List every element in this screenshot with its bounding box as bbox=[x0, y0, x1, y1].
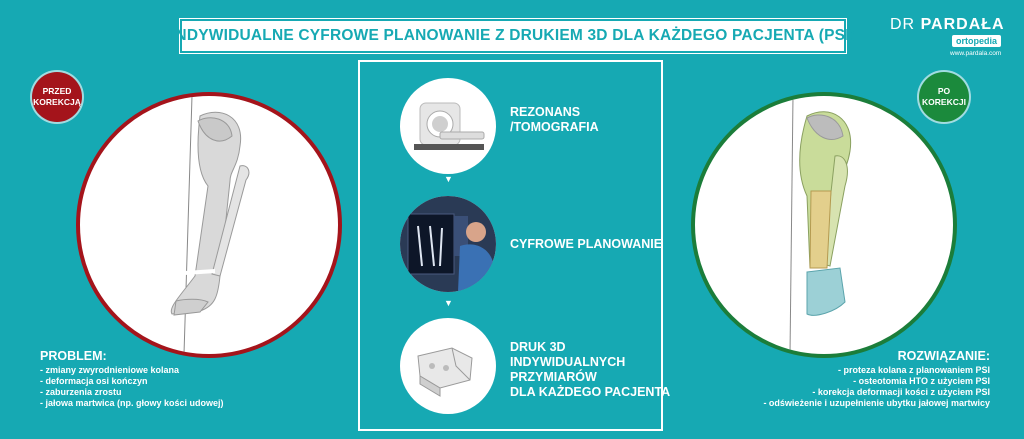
list-item: - zaburzenia zrostu bbox=[40, 387, 122, 397]
problem-list bbox=[40, 365, 224, 409]
list-item: - korekcja deformacji kości z użyciem PSI bbox=[812, 387, 990, 397]
step-scan-image bbox=[400, 78, 496, 174]
list-item: - jałowa martwica (np. głowy kości udowej) bbox=[40, 398, 224, 408]
leg-bones-after-icon bbox=[695, 96, 953, 354]
after-correction-image bbox=[691, 92, 957, 358]
problem-heading: PROBLEM: bbox=[40, 349, 107, 363]
digital-planning-icon bbox=[400, 196, 496, 292]
list-item: - osteotomia HTO z użyciem PSI bbox=[853, 376, 990, 386]
brand-url[interactable]: www.pardala.com bbox=[950, 50, 1002, 57]
brand-logo[interactable] bbox=[890, 16, 1014, 57]
step-print-label: DRUK 3D INDYWIDUALNYCH PRZYMIARÓW DLA KAŻDEGO PACJENTA bbox=[510, 340, 671, 399]
printed-guide-icon bbox=[400, 318, 496, 414]
list-item: - odświeżenie i uzupełnienie ubytku jałowej martwicy bbox=[763, 398, 990, 408]
solution-section bbox=[763, 351, 990, 409]
step-print-image bbox=[400, 318, 496, 414]
solution-list bbox=[763, 365, 990, 409]
brand-name-prefix: DR bbox=[890, 16, 921, 33]
step-planning-label: CYFROWE PLANOWANIE bbox=[510, 237, 663, 251]
page-title: INDYWIDUALNE CYFROWE PLANOWANIE Z DRUKIEM 3D DLA KAŻDEGO PACJENTA (PSI) bbox=[170, 27, 856, 44]
step-scan-label: REZONANS /TOMOGRAFIA bbox=[510, 105, 599, 134]
list-item: - proteza kolana z planowaniem PSI bbox=[837, 365, 990, 375]
solution-heading: ROZWIĄZANIE: bbox=[897, 349, 990, 363]
main-title-banner bbox=[170, 19, 856, 53]
before-correction-badge: PRZED KOREKCJĄ bbox=[32, 72, 82, 122]
brand-sub-label: ortopedia bbox=[952, 35, 1001, 47]
leg-bones-before-icon bbox=[80, 96, 338, 354]
before-correction-image bbox=[76, 92, 342, 358]
step-planning-image bbox=[400, 196, 496, 292]
list-item: - zmiany zwyrodnieniowe kolana bbox=[40, 365, 180, 375]
brand-name-bold: PARDAŁA bbox=[920, 16, 1005, 33]
problem-section bbox=[40, 351, 224, 409]
after-correction-badge: PO KOREKCJI bbox=[919, 72, 969, 122]
arrow-down-icon: ▼ bbox=[444, 174, 453, 184]
process-steps-panel bbox=[358, 60, 671, 431]
arrow-down-icon: ▼ bbox=[444, 298, 453, 308]
mri-scanner-icon bbox=[400, 78, 496, 174]
list-item: - deformacja osi kończyn bbox=[40, 376, 148, 386]
